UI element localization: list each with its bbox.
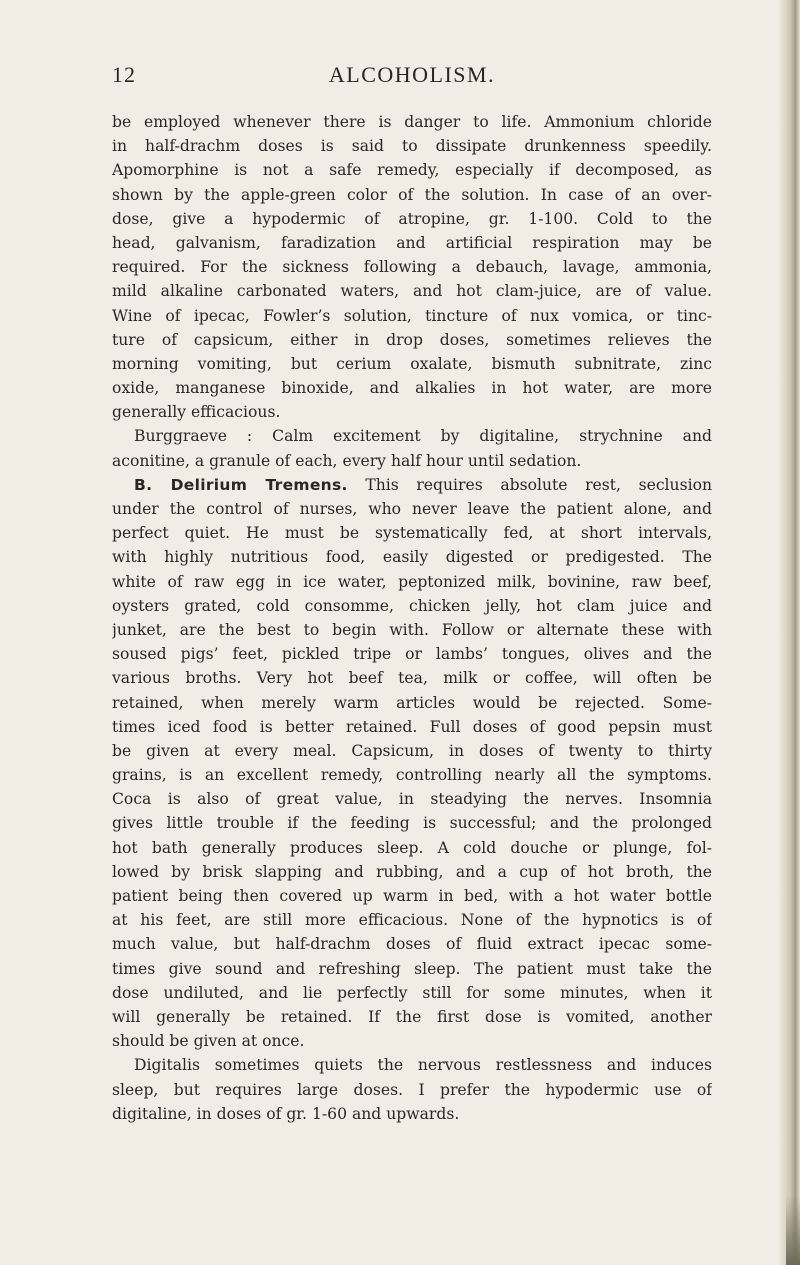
text-line [112, 787, 712, 811]
text-line [112, 763, 712, 787]
line-text: oxide, manganese binoxide, and alkalies in hot water, are more [112, 379, 712, 398]
running-head [112, 62, 712, 92]
line-text: times give sound and refreshing sleep. The patient must take the [112, 959, 712, 978]
text-line [112, 981, 712, 1005]
text-line [112, 811, 712, 835]
line-text: at his feet, are still more efficacious. None of the hypnotics is of [112, 911, 712, 930]
line-text: white of raw egg in ice water, peptonized milk, bovinine, raw beef, [112, 572, 712, 591]
line-text: dose undiluted, and lie perfectly still for some minutes, when it [112, 983, 712, 1002]
line-text: grains, is an excellent remedy, controlling nearly all the symptoms. [112, 766, 712, 785]
line-text: sleep, but requires large doses. I prefer the hypodermic use of [112, 1080, 712, 1099]
text-line [112, 207, 712, 231]
text-line [112, 1053, 712, 1077]
line-text: with highly nutritious food, easily digested or predigested. The [112, 548, 712, 567]
chapter-title: ALCOHOLISM. [328, 62, 496, 87]
line-text: be employed whenever there is danger to life. Ammonium chloride [112, 113, 712, 131]
line-text: gives little trouble if the feeding is successful; and the prolonged [112, 814, 712, 833]
text-line [112, 352, 712, 376]
line-text: patient being then covered up warm in bed, with a hot water bottle [112, 887, 712, 905]
line-text: dose, give a hypodermic of atropine, gr. 1-100. Cold to the [112, 209, 712, 228]
text-line [112, 449, 712, 473]
line-text: retained, when merely warm articles would be rejected. Some- [112, 693, 712, 712]
text-line [112, 1102, 712, 1126]
line-text: shown by the apple-green color of the solution. In case of an over- [112, 185, 712, 204]
text-line [112, 497, 712, 521]
line-text: will generally be retained. If the first dose is vomited, another [112, 1007, 712, 1026]
line-text: times iced food is better retained. Full doses of good pepsin must [112, 717, 712, 736]
line-text: generally efficacious. [112, 403, 281, 422]
line-text: oysters grated, cold consomme, chicken jelly, hot clam juice and [112, 596, 712, 615]
text-line [112, 618, 712, 642]
line-text: junket, are the best to begin with. Follow or alternate these with [112, 620, 712, 639]
text-line [112, 376, 712, 400]
text-line [112, 521, 712, 545]
line-text: much value, but half-drachm doses of fluid extract ipecac some- [112, 935, 712, 954]
line-text: This requires absolute rest, seclusion [347, 475, 712, 494]
text-line [112, 328, 712, 352]
line-text: should be given at once. [112, 1032, 305, 1051]
text-line [112, 908, 712, 932]
line-text: perfect quiet. He must be systematically fed, at short intervals, [112, 524, 712, 543]
text-line [112, 158, 712, 182]
text-line [112, 1029, 712, 1053]
text-line [112, 545, 712, 569]
page-edge-shadow-bottom [786, 1195, 800, 1265]
line-text: Wine of ipecac, Fowler’s solution, tincture of nux vomica, or tinc- [112, 306, 712, 325]
line-text: digitaline, in doses of gr. 1-60 and upwards. [112, 1104, 460, 1123]
line-text: Apomorphine is not a safe remedy, especially if decomposed, as [112, 161, 712, 180]
text-line [112, 836, 712, 860]
line-text: soused pigs’ feet, pickled tripe or lambs’ tongues, olives and the [112, 645, 712, 664]
section-heading: B. Delirium Tremens. [134, 475, 348, 494]
text-line [112, 570, 712, 594]
page-number: 12 [112, 62, 136, 87]
line-text: Burggraeve : Calm excitement by digitaline, strychnine and [134, 427, 712, 446]
text-line [112, 110, 712, 134]
body-text [112, 110, 712, 1126]
text-line [112, 1005, 712, 1029]
line-text: head, galvanism, faradization and artificial respiration may be [112, 233, 712, 252]
text-line [112, 932, 712, 956]
line-text: Digitalis sometimes quiets the nervous restlessness and induces [134, 1056, 712, 1075]
text-line [112, 884, 712, 908]
line-text: ture of capsicum, either in drop doses, sometimes relieves the [112, 330, 712, 349]
text-line [112, 231, 712, 255]
text-line [112, 642, 712, 666]
text-line [112, 666, 712, 690]
text-line [112, 739, 712, 763]
line-text: hot bath generally produces sleep. A cold douche or plunge, fol- [112, 838, 712, 857]
line-text: be given at every meal. Capsicum, in doses of twenty to thirty [112, 741, 712, 760]
text-line [112, 424, 712, 448]
text-line [112, 860, 712, 884]
line-text: required. For the sickness following a debauch, lavage, ammonia, [112, 258, 712, 277]
line-text: aconitine, a granule of each, every half hour until sedation. [112, 451, 582, 470]
text-line [112, 957, 712, 981]
line-text: in half-drachm doses is said to dissipate drunkenness speedily. [112, 137, 712, 156]
text-line [112, 134, 712, 158]
text-line [112, 183, 712, 207]
text-line [112, 255, 712, 279]
line-text: various broths. Very hot beef tea, milk or coffee, will often be [112, 669, 712, 688]
text-line [112, 715, 712, 739]
line-text: morning vomiting, but cerium oxalate, bismuth subnitrate, zinc [112, 354, 712, 373]
line-text: mild alkaline carbonated waters, and hot clam-juice, are of value. [112, 282, 712, 301]
text-line [112, 304, 712, 328]
text-line [112, 279, 712, 303]
line-text: under the control of nurses, who never leave the patient alone, and [112, 500, 712, 518]
text-line [112, 594, 712, 618]
text-line [112, 1078, 712, 1102]
text-line [112, 400, 712, 424]
page-edge-shadow [778, 0, 800, 1265]
text-line [112, 691, 712, 715]
text-line [112, 473, 712, 497]
line-text: lowed by brisk slapping and rubbing, and a cup of hot broth, the [112, 862, 712, 881]
line-text: Coca is also of great value, in steadying the nerves. Insomnia [112, 790, 712, 809]
